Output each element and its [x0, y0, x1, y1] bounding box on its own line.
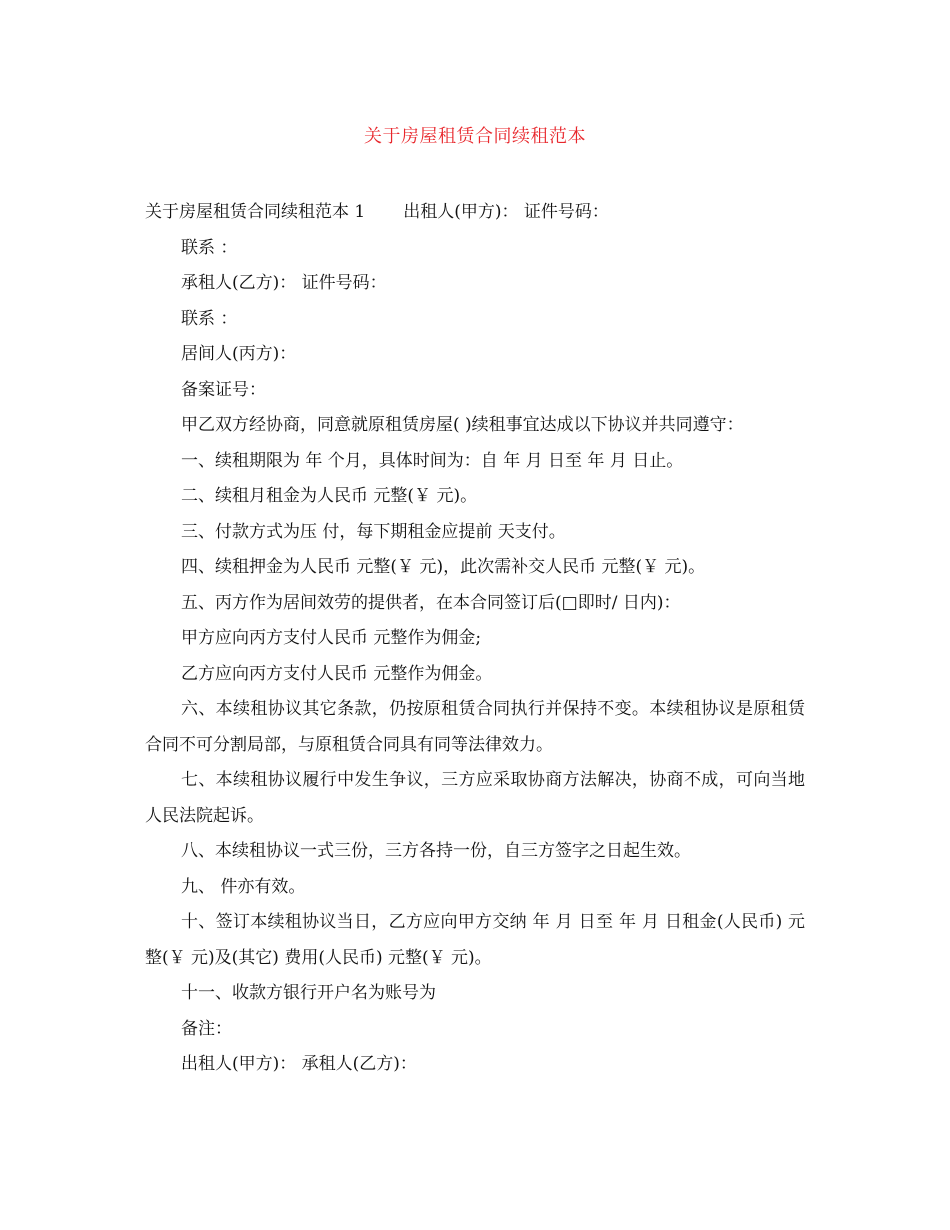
clause-6: 六、本续租协议其它条款，仍按原租赁合同执行并保持不变。本续租协议是原租赁合同不可分割局部，与原租赁合同具有同等法律效力。 [145, 699, 805, 755]
clause-11: 十一、收款方银行开户名为账号为 [181, 983, 436, 1003]
clause-4: 四、续租押金为人民币 元整(￥ 元)，此次需补交人民币 元整(￥ 元)。 [181, 557, 706, 577]
clause-9: 九、 件亦有效。 [181, 876, 306, 897]
clause-8: 八、本续租协议一式三份，三方各持一份，自三方签字之日起生效。 [181, 841, 691, 861]
clause-5-lessor-commission: 甲方应向丙方支付人民币 元整作为佣金; [181, 628, 482, 648]
document-body [145, 195, 805, 1083]
doc-name: 关于房屋租赁合同续租范本 1 [145, 202, 366, 222]
clause-3: 三、付款方式为压 付，每下期租金应提前 天支付。 [181, 521, 566, 542]
clause-10: 十、签订本续租协议当日，乙方应向甲方交纳 年 月 日至 年 月 日租金(人民币) 元整(￥ 元)及(其它) 费用(人民币) 元整(￥ 元)。 [145, 912, 805, 968]
clause-5: 五、丙方作为居间效劳的提供者，在本合同签订后(□即时/ 日内)： [181, 592, 681, 613]
filing-number: 备案证号： [181, 379, 266, 400]
heading-line [145, 195, 805, 231]
document-title: 关于房屋租赁合同续租范本 [364, 126, 586, 147]
signature-line: 出租人(甲方)： 承租人(乙方)： [181, 1054, 417, 1074]
intermediary-line: 居间人(丙方)： [181, 344, 297, 364]
remarks: 备注： [181, 1018, 232, 1039]
clause-7: 七、本续租协议履行中发生争议，三方应采取协商方法解决，协商不成，可向当地人民法院起诉。 [145, 770, 805, 826]
clause-1: 一、续租期限为 年 个月，具体时间为：自 年 月 日至 年 月 日止。 [181, 450, 684, 471]
clause-2: 二、续租月租金为人民币 元整(￥ 元)。 [181, 486, 478, 506]
lessor-id-line: 出租人(甲方)： 证件号码： [403, 202, 609, 222]
lessee-contact: 联系 ： [181, 308, 238, 329]
lessor-contact: 联系 ： [181, 237, 238, 258]
clause-5-lessee-commission: 乙方应向丙方支付人民币 元整作为佣金。 [181, 663, 493, 684]
lessee-line: 承租人(乙方)： 证件号码： [181, 273, 387, 293]
agreement-intro: 甲乙双方经协商，同意就原租赁房屋( )续租事宜达成以下协议并共同遵守： [181, 415, 744, 435]
